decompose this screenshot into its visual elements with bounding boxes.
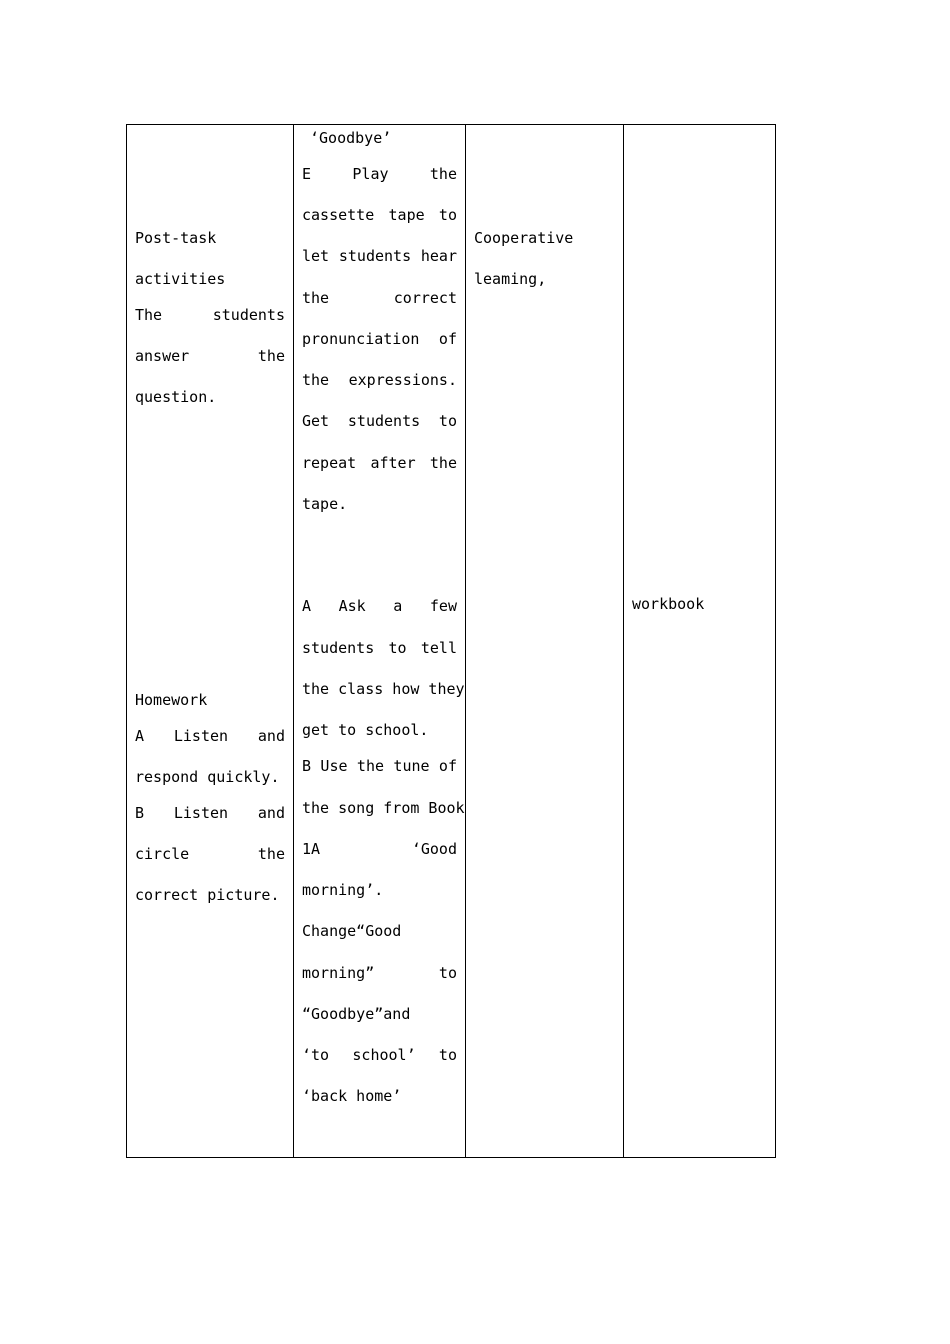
stage-text-line: A Listen and (135, 727, 285, 745)
column-divider (293, 125, 294, 1157)
stage-text-line: respond quickly. (135, 768, 280, 786)
procedure-cell (302, 125, 465, 1155)
procedure-text-line: the expressions. (302, 371, 457, 389)
procedure-text-line: repeat after the (302, 454, 457, 472)
resource-cell (632, 125, 767, 1155)
procedure-text-line: the class how they (302, 680, 465, 698)
procedure-text-line: the correct (302, 289, 457, 307)
procedure-text-line: the song from Book (302, 799, 465, 817)
procedure-text-line: “Goodbye”and (302, 1005, 411, 1023)
method-text-line: leaming, (474, 270, 547, 288)
procedure-text-line: Get students to (302, 412, 457, 430)
stage-text-line: circle the (135, 845, 285, 863)
stage-text-line: question. (135, 388, 217, 406)
stage-text-line: The students (135, 306, 285, 324)
stage-text-line: Homework (135, 691, 208, 709)
procedure-text-line: tape. (302, 495, 348, 513)
procedure-text-line: cassette tape to (302, 206, 457, 224)
procedure-text-line: A Ask a few (302, 597, 457, 615)
procedure-text-line: ‘back home’ (302, 1087, 402, 1105)
lesson-plan-table (126, 124, 776, 1158)
procedure-text-line: morning” to (302, 964, 457, 982)
stage-text-line: B Listen and (135, 804, 285, 822)
procedure-text-line: get to school. (302, 721, 429, 739)
resource-text-line: workbook (632, 595, 705, 613)
stage-cell (135, 125, 285, 1155)
column-divider (623, 125, 624, 1157)
procedure-text-line: 1A ‘Good (302, 840, 457, 858)
procedure-text-line: ‘to school’ to (302, 1046, 457, 1064)
procedure-text-line: pronunciation of (302, 330, 457, 348)
procedure-text-line: students to tell (302, 639, 457, 657)
stage-text-line: activities (135, 270, 226, 288)
stage-text-line: Post-task (135, 229, 217, 247)
method-cell (474, 125, 614, 1155)
method-text-line: Cooperative (474, 229, 574, 247)
column-divider (465, 125, 466, 1157)
procedure-text-line: morning’. (302, 881, 384, 899)
procedure-text-line: B Use the tune of (302, 757, 457, 775)
procedure-text-line: let students hear (302, 247, 457, 265)
stage-text-line: answer the (135, 347, 285, 365)
stage-text-line: correct picture. (135, 886, 280, 904)
procedure-text-line: E Play the (302, 165, 457, 183)
procedure-text-line: ‘Goodbye’ (310, 129, 392, 147)
procedure-text-line: Change“Good (302, 922, 402, 940)
